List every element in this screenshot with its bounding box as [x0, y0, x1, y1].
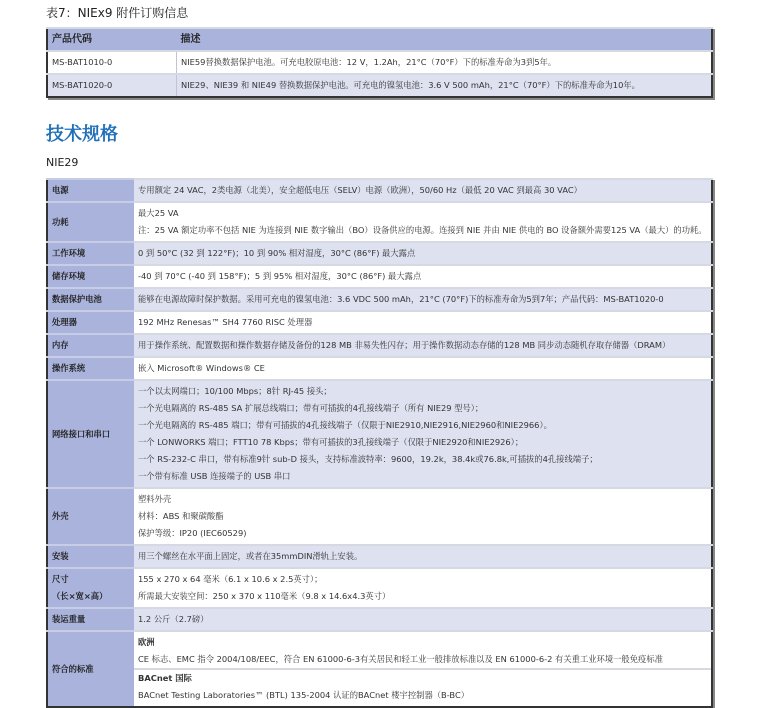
spec-line: -40 到 70°C (-40 到 158°F)；5 到 95% 相对湿度，30°C (86°F) 最大露点 — [138, 271, 422, 281]
spec-value — [134, 488, 712, 545]
spec-value — [134, 202, 712, 242]
product-code: MS-BAT1010-0 — [47, 51, 177, 74]
spec-line: 塑料外壳 — [138, 494, 172, 504]
spec-line: 192 MHz Renesas™ SH4 7760 RISC 处理器 — [138, 317, 313, 327]
spec-line: 注：25 VA 额定功率不包括 NIE 为连接到 NIE 数字输出（BO）设备供应的电源。连接到 NIE 并由 NIE 供电的 BO 设备额外需要125 VA（最大）的功耗。 — [138, 225, 707, 235]
spec-row — [47, 179, 712, 202]
spec-value — [134, 288, 712, 311]
compliance-group-text: CE 标志、EMC 指令 2004/108/EEC，符合 EN 61000-6-3有关居民和轻工业一般排放标准以及 EN 61000-6-2 有关重工业环境一般免疫标准 — [138, 654, 663, 664]
header-desc: 描述 — [177, 28, 713, 51]
spec-line: 0 到 50°C (32 到 122°F)；10 到 90% 相对湿度，30°C (86°F) 最大露点 — [138, 248, 416, 258]
spec-value — [134, 608, 712, 631]
spec-line: 嵌入 Microsoft® Windows® CE — [138, 363, 265, 373]
product-desc: NIE29、NIE39 和 NIE49 替换数据保护电池。可充电的镍氢电池：3.6 V 500 mAh，21°C（70°F）下的标准寿命为10年。 — [177, 74, 713, 97]
model-title: NIE29 — [46, 156, 79, 169]
table-row — [47, 51, 712, 74]
spec-label: 安装 — [47, 545, 134, 568]
product-code: MS-BAT1020-0 — [47, 74, 177, 97]
order-table — [46, 27, 713, 98]
spec-row — [47, 608, 712, 631]
table-row — [47, 74, 712, 97]
spec-line: 最大25 VA — [138, 208, 179, 218]
spec-line: 一个 LONWORKS 端口；FTT10 78 Kbps；带有可插拔的3孔接线端子（仅限于NIE2920和NIE2926）； — [138, 437, 524, 447]
product-desc: NIE59替换数据保护电池。可充电胶原电池：12 V，1.2Ah，21°C（70°F）下的标准寿命为3到5年。 — [177, 51, 713, 74]
spec-row — [47, 488, 712, 545]
spec-row — [47, 242, 712, 265]
spec-label: 工作环境 — [47, 242, 134, 265]
spec-line: 保护等级：IP20 (IEC60529) — [138, 528, 247, 538]
spec-line: 用三个螺丝在水平面上固定，或者在35mmDIN滑轨上安装。 — [138, 551, 363, 561]
spec-line: 一个以太网端口；10/100 Mbps；8针 RJ-45 接头； — [138, 386, 332, 396]
spec-label: 处理器 — [47, 311, 134, 334]
spec-value — [134, 242, 712, 265]
spec-line: 材料：ABS 和聚碳酸酯 — [138, 511, 224, 521]
spec-value — [134, 380, 712, 488]
spec-label: 操作系统 — [47, 357, 134, 380]
table-caption: 表7：NIEx9 附件订购信息 — [46, 6, 189, 20]
spec-row — [47, 334, 712, 357]
header-code: 产品代码 — [47, 28, 177, 51]
spec-row — [47, 357, 712, 380]
spec-table — [46, 178, 713, 708]
spec-line: 一个光电隔离的 RS-485 SA 扩展总线端口；带有可插拔的4孔接线端子（所有 NIE29 型号）； — [138, 403, 484, 413]
compliance-group-title: BACnet 国际 — [138, 673, 192, 683]
spec-label: 网络接口和串口 — [47, 380, 134, 488]
spec-value — [134, 545, 712, 568]
spec-label: 电源 — [47, 179, 134, 202]
spec-value — [134, 568, 712, 608]
spec-label: 内存 — [47, 334, 134, 357]
spec-label: 储存环境 — [47, 265, 134, 288]
spec-label: 尺寸 （长×宽×高） — [47, 568, 134, 608]
spec-line: 155 x 270 x 64 毫米（6.1 x 10.6 x 2.5英寸）； — [138, 574, 323, 584]
spec-row — [47, 545, 712, 568]
spec-label: 符合的标准 — [47, 631, 134, 707]
spec-line: 一个带有标准 USB 连接端子的 USB 串口 — [138, 471, 291, 481]
spec-line: 用于操作系统、配置数据和操作数据存储及备份的128 MB 非易失性闪存；用于操作数据动态存储的128 MB 同步动态随机存取存储器（DRAM） — [138, 340, 671, 350]
spec-row — [47, 288, 712, 311]
spec-row — [47, 568, 712, 608]
spec-row — [47, 265, 712, 288]
compliance-value — [134, 631, 712, 707]
compliance-group-title: 欧洲 — [138, 637, 155, 647]
spec-line: 一个光电隔离的 RS-485 端口；带有可插拔的4孔接线端子（仅限于NIE2910,NIE2916,NIE2960和NIE2966）。 — [138, 420, 552, 430]
spec-row — [47, 380, 712, 488]
spec-line: 一个 RS-232-C 串口，带有标准9针 sub-D 接头，支持标准波特率：9600，19.2k，38.4k或76.8k,可插拔的4孔接线端子； — [138, 454, 598, 464]
spec-line: 所需最大安装空间：250 x 370 x 110毫米（9.8 x 14.6x4.3英寸） — [138, 591, 391, 601]
compliance-group-text: BACnet Testing Laboratories™ (BTL) 135-2004 认证的BACnet 楼宇控制器（B-BC） — [138, 690, 470, 700]
spec-line: 1.2 公斤（2.7磅） — [138, 614, 209, 624]
spec-line: 专用额定 24 VAC，2类电源（北美），安全超低电压（SELV）电源（欧洲），50/60 Hz（最低 20 VAC 到最高 30 VAC） — [138, 185, 582, 195]
spec-value — [134, 179, 712, 202]
spec-row — [47, 202, 712, 242]
spec-row — [47, 311, 712, 334]
spec-label: 数据保护电池 — [47, 288, 134, 311]
spec-value — [134, 311, 712, 334]
spec-row — [47, 631, 712, 707]
section-title: 技术规格 — [46, 124, 118, 145]
spec-label: 装运重量 — [47, 608, 134, 631]
spec-value — [134, 357, 712, 380]
spec-value — [134, 334, 712, 357]
spec-label: 外壳 — [47, 488, 134, 545]
spec-line: 能够在电源故障时保护数据。采用可充电的镍氢电池：3.6 VDC 500 mAh，21°C (70°F)下的标准寿命为5到7年；产品代码：MS-BAT1020-0 — [138, 294, 664, 304]
spec-label: 功耗 — [47, 202, 134, 242]
spec-value — [134, 265, 712, 288]
